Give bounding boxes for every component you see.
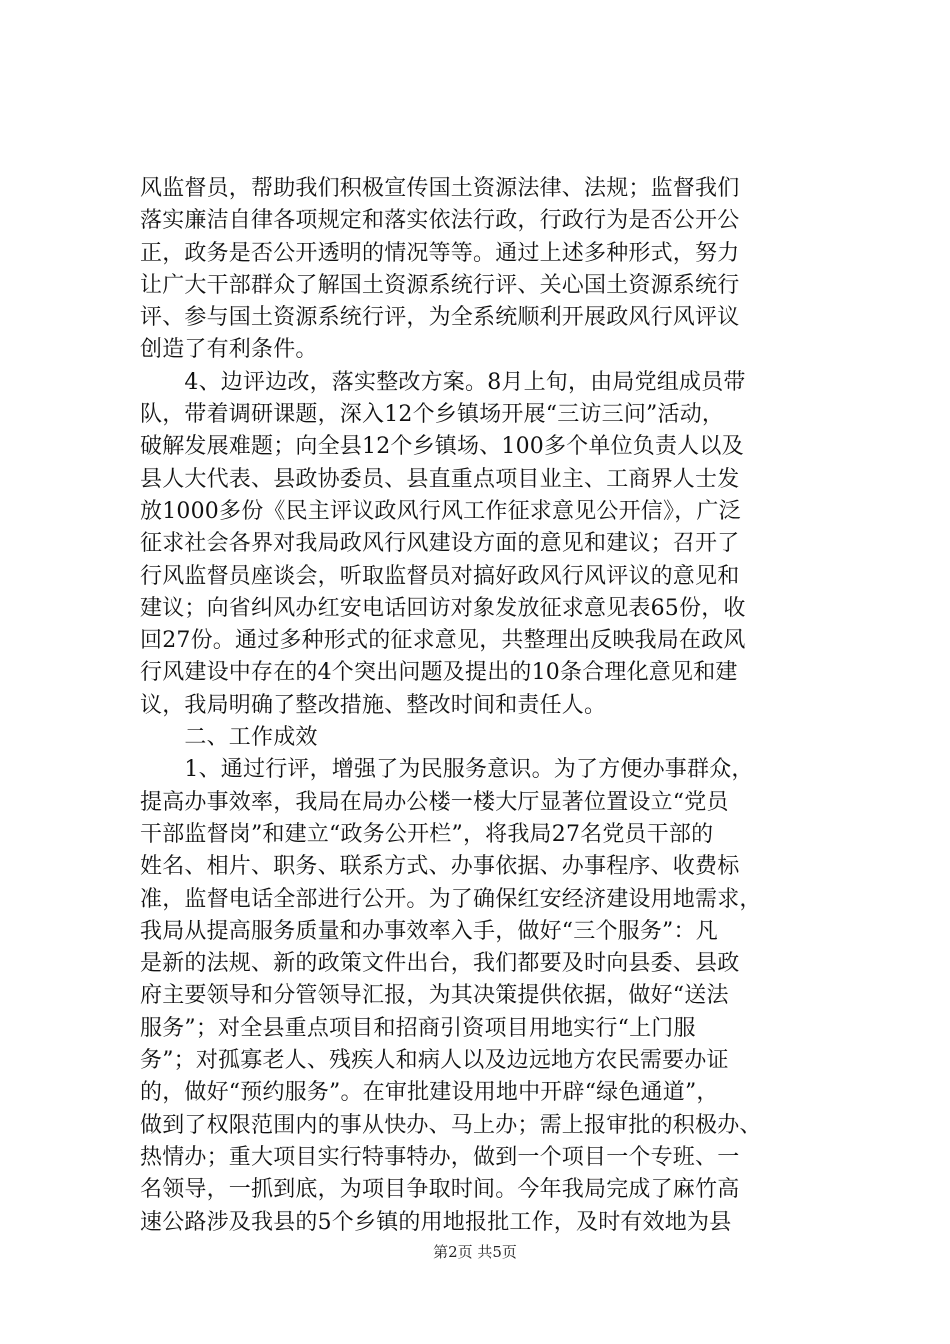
text-line: 征求社会各界对我局政风行风建设方面的意见和建议；召开了	[140, 531, 740, 557]
text-line: 府主要领导和分管领导汇报，为其决策提供依据，做好“送法	[140, 983, 729, 1009]
text-line: 行风监督员座谈会，听取监督员对搞好政风行风评议的意见和	[140, 563, 740, 589]
text-line: 风监督员，帮助我们积极宣传国土资源法律、法规；监督我们	[140, 176, 740, 201]
paragraph	[140, 173, 840, 367]
paragraph	[140, 367, 840, 722]
text-line: 服务”；对全县重点项目和招商引资项目用地实行“上门服	[140, 1015, 696, 1041]
text-line: 速公路涉及我县的5个乡镇的用地报批工作，及时有效地为县	[140, 1209, 732, 1235]
text-line: 创造了有利条件。	[140, 337, 318, 363]
document-body	[140, 173, 840, 1239]
text-line: 破解发展难题；向全县12个乡镇场、100多个单位负责人以及	[140, 434, 744, 460]
text-line: 4、边评边改，落实整改方案。8月上旬，由局党组成员带	[140, 369, 746, 395]
text-line: 我局从提高服务质量和办事效率入手，做好“三个服务”：凡	[140, 918, 718, 944]
text-line: 热情办；重大项目实行特事特办，做到一个项目一个专班、一	[140, 1144, 740, 1170]
text-line: 建议；向省纠风办红安电话回访对象发放征求意见表65份，收	[140, 595, 746, 621]
text-line: 务”；对孤寡老人、残疾人和病人以及边远地方农民需要办证	[140, 1048, 729, 1074]
text-line: 名领导，一抓到底，为项目争取时间。今年我局完成了麻竹高	[140, 1177, 740, 1203]
text-line: 准，监督电话全部进行公开。为了确保红安经济建设用地需求，	[140, 886, 762, 912]
text-line: 正，政务是否公开透明的情况等等。通过上述多种形式，努力	[140, 240, 740, 266]
text-line: 让广大干部群众了解国土资源系统行评、关心国土资源系统行	[140, 272, 740, 298]
text-line: 姓名、相片、职务、联系方式、办事依据、办事程序、收费标	[140, 854, 740, 880]
text-line: 县人大代表、县政协委员、县直重点项目业主、工商界人士发	[140, 466, 740, 492]
text-line: 干部监督岗”和建立“政务公开栏”，将我局27名党员干部的	[140, 821, 714, 847]
text-line: 做到了权限范围内的事从快办、马上办；需上报审批的积极办、	[140, 1112, 762, 1138]
text-line: 队，带着调研课题，深入12个乡镇场开展“三访三问”活动，	[140, 402, 725, 428]
text-line: 的，做好“预约服务”。在审批建设用地中开辟“绿色通道”，	[140, 1080, 719, 1106]
text-line: 落实廉洁自律各项规定和落实依法行政，行政行为是否公开公	[140, 208, 740, 234]
text-line: 回27份。通过多种形式的征求意见，共整理出反映我局在政风	[140, 628, 746, 654]
text-line: 1、通过行评，增强了为民服务意识。为了方便办事群众，	[140, 757, 754, 783]
paragraph	[140, 754, 840, 1238]
text-line: 提高办事效率，我局在局办公楼一楼大厅显著位置设立“党员	[140, 789, 729, 815]
text-line: 评、参与国土资源系统行评，为全系统顺利开展政风行风评议	[140, 305, 740, 331]
paragraph	[140, 722, 840, 754]
text-line: 放1000多份《民主评议政风行风工作征求意见公开信》，广泛	[140, 498, 741, 524]
page-footer: 第2页 共5页	[433, 1243, 517, 1261]
text-line: 行风建设中存在的4个突出问题及提出的10条合理化意见和建	[140, 660, 738, 686]
text-line: 议，我局明确了整改措施、整改时间和责任人。	[140, 692, 607, 718]
text-line: 是新的法规、新的政策文件出台，我们都要及时向县委、县政	[140, 951, 740, 977]
text-line: 二、工作成效	[140, 725, 318, 751]
